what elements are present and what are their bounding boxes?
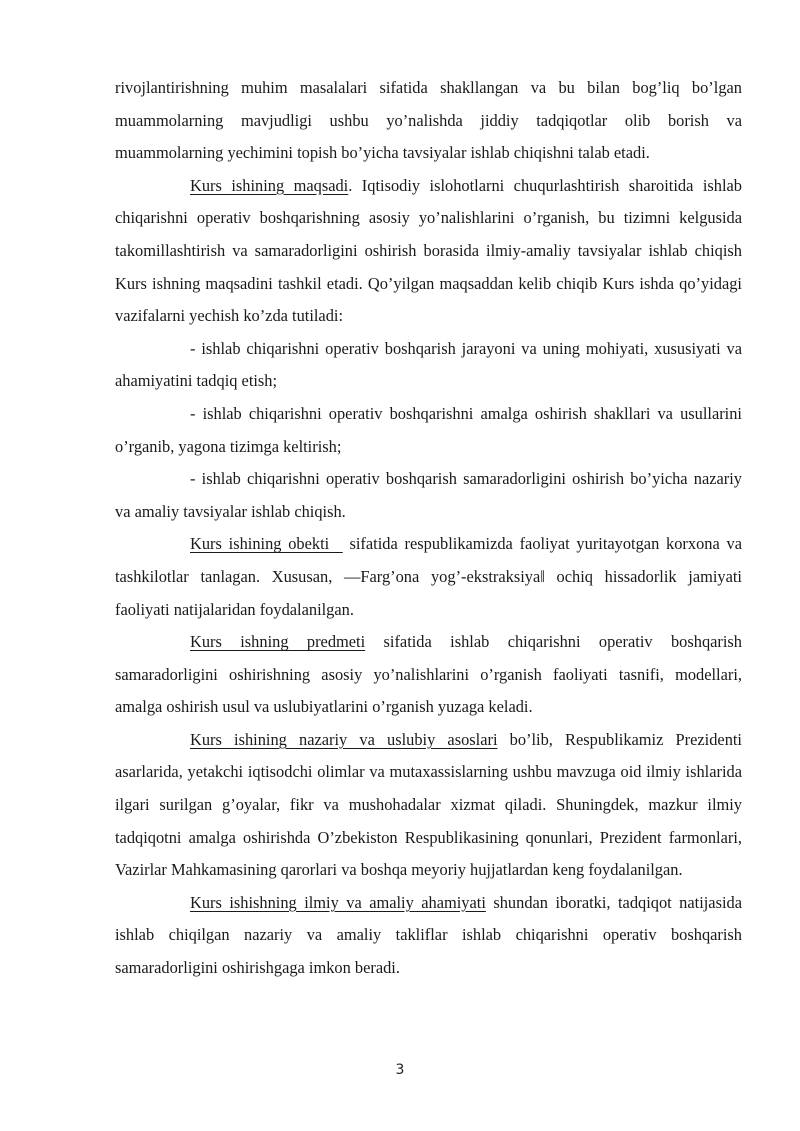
list-item-text: - ishlab chiqarishni operativ boshqarish samaradorligini oshirish bo’yicha nazariy va amaliy tavsiyalar ishlab chiqish. xyxy=(115,469,742,521)
paragraph-significance xyxy=(115,887,742,985)
paragraph-text: rivojlantirishning muhim masalalari sifatida shakllangan va bu bilan bog’liq bo’lgan muammolarning mavjudligi ushbu yo’nalishda jiddiy tadqiqotlar olib borish va muammolarning yechimini topish bo’yicha tavsiyalar ishlab chiqishni talab etadi. xyxy=(115,78,742,163)
paragraph-text: sifatida ishlab chiqarishni operativ boshqarish samaradorligini oshirishning asosiy yo’nalishlarini o’rganish faoliyati tasnifi, modellari, amalga oshirish usul va uslubiyatlarini o’rganish yuzaga keladi. xyxy=(115,632,742,717)
list-item-task-1 xyxy=(115,333,742,398)
paragraph-intro-continuation xyxy=(115,72,742,170)
list-item-task-3 xyxy=(115,463,742,528)
paragraph-text: shundan iboratki, tadqiqot natijasida ishlab chiqilgan nazariy va amaliy takliflar ishlab chiqarishni operativ boshqarish samaradorligini oshirishgaga imkon beradi. xyxy=(115,892,742,978)
paragraph-text: sifatida respublikamizda faoliyat yuritayotgan korxona va tashkilotlar tanlagan. Xususan, ―Farg’ona yog’-ekstraksiya‖ ochiq hissadorlik jamiyati faoliyati natijalaridan foydalanilgan. xyxy=(115,534,742,619)
paragraph-text: bo’lib, Respublikamiz Prezidenti asarlarida, yetakchi iqtisodchi olimlar va mutaxassislarning ushbu mavzuga oid ilmiy ishlarida ilgari surilgan g’oyalar, fikr va mushohadalar xizmat qiladi. Shuningdek, mazkur ilmiy tadqiqotni amalga oshirishda O’zbekiston Respublikasining qonunlari, Prezident farmonlari, Vazirlar Mahkamasining qarorlari va boshqa meyoriy hujjatlardan keng foydalanilgan. xyxy=(115,729,742,880)
list-item-task-2 xyxy=(115,398,742,463)
heading-foundations: Kurs ishining nazariy va uslubiy asoslari xyxy=(190,729,498,749)
heading-goal: Kurs ishining maqsadi xyxy=(190,175,349,195)
paragraph-text: . Iqtisodiy islohotlarni chuqurlashtirish sharoitida ishlab chiqarishni operativ boshqarishning asosiy yo’nalishlarini o’rganish, bu tizimni kelgusida takomillashtirish va samaradorligini oshirish borasida ilmiy-amaliy tavsiyalar ishlab chiqish Kurs ishning maqsadini tashkil etadi. Qo’yilgan maqsaddan kelib chiqib Kurs ishda qo’yidagi vazifalarni yechish ko’zda tutiladi: xyxy=(115,175,742,326)
paragraph-subject xyxy=(115,626,742,724)
paragraph-foundations xyxy=(115,724,742,887)
paragraph-goal xyxy=(115,170,742,333)
heading-subject: Kurs ishning predmeti xyxy=(190,632,366,652)
heading-significance: Kurs ishishning ilmiy va amaliy ahamiyati xyxy=(190,892,486,912)
list-item-text: - ishlab chiqarishni operativ boshqarish jarayoni va uning mohiyati, xususiyati va ahamiyatini tadqiq etish; xyxy=(115,338,742,391)
paragraph-object xyxy=(115,528,742,626)
list-item-text: - ishlab chiqarishni operativ boshqarishni amalga oshirish shakllari va usullarini o’rganib, yagona tizimga keltirish; xyxy=(115,403,742,456)
page-number: 3 xyxy=(395,1062,405,1078)
heading-object: Kurs ishining obekti xyxy=(190,534,343,554)
